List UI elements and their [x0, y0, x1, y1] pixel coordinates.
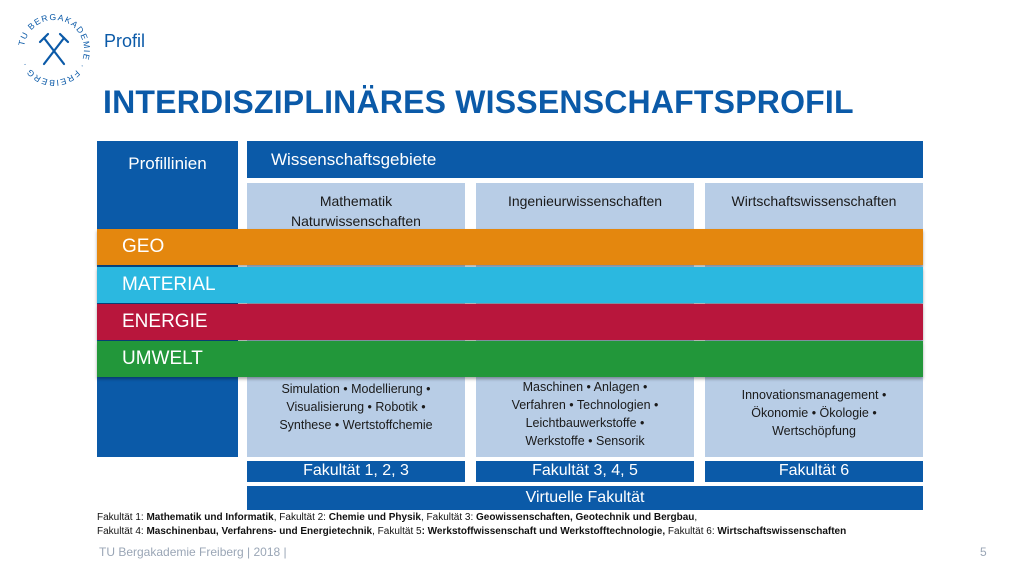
column-title: Wirtschaftswissenschaften — [731, 193, 897, 209]
footnote-text: Fakultät 6: — [665, 526, 718, 537]
band-label: MATERIAL — [122, 274, 216, 295]
virtual-faculty-label: Virtuelle Fakultät — [525, 489, 645, 506]
column-desc-line: Visualisierung • Robotik • — [286, 400, 426, 414]
faculty-label: Fakultät 6 — [778, 462, 850, 479]
footnote-text: Fakultät 4: — [97, 526, 147, 537]
column-title: Ingenieurwissenschaften — [507, 193, 663, 209]
faculty-label: Fakultät 1, 2, 3 — [303, 462, 409, 479]
column-desc-line: Ökonomie • Ökologie • — [751, 406, 877, 420]
footnote-text: Fakultät 1: — [97, 512, 147, 523]
faculty-box — [247, 461, 465, 482]
footnote-text-bold: Wirtschaftswissenschaften — [717, 526, 847, 537]
virtual-faculty-bar — [247, 486, 923, 510]
profile-lines-header: Profillinien — [128, 154, 207, 173]
band-label: GEO — [122, 236, 165, 257]
column-desc-line: Verfahren • Technologien • — [511, 398, 659, 412]
column-desc-line: Innovationsmanagement • — [741, 388, 887, 402]
faculty-box — [705, 461, 923, 482]
profile-band-energie — [97, 304, 923, 340]
faculty-label: Fakultät 3, 4, 5 — [532, 462, 638, 479]
profile-band-material — [97, 267, 923, 303]
science-fields-label: Wissenschaftsgebiete — [271, 150, 437, 169]
hammer-and-pick-icon — [40, 34, 68, 64]
column-title-line2: Naturwissenschaften — [291, 213, 421, 229]
footer-text: TU Bergakademie Freiberg | 2018 | — [99, 545, 287, 559]
band-label: UMWELT — [122, 348, 203, 369]
university-seal-logo — [12, 8, 96, 92]
footnote-line-2 — [97, 526, 846, 537]
slide-title: INTERDISZIPLINÄRES WISSENSCHAFTSPROFIL — [103, 84, 854, 120]
footnote-text: , Fakultät 5 — [372, 526, 422, 537]
logo-ring-text: TU BERGAKADEMIE · FREIBERG · — [16, 11, 93, 89]
column-desc-line: Simulation • Modellierung • — [281, 382, 431, 396]
footnote-text-bold: Chemie und Physik — [328, 512, 421, 523]
column-desc-line: Synthese • Wertstoffchemie — [279, 418, 433, 432]
profile-band-geo — [97, 229, 923, 265]
footnote-text: , Fakultät 3: — [421, 512, 477, 523]
band-label: ENERGIE — [122, 311, 208, 332]
column-desc-line: Wertschöpfung — [772, 424, 856, 438]
section-label: Profil — [104, 31, 146, 51]
profile-band-umwelt — [97, 341, 923, 377]
faculty-box — [476, 461, 694, 482]
footnote-text-bold: Maschinenbau, Verfahrens- und Energietechnik — [146, 526, 373, 537]
footnote-line-1 — [97, 512, 697, 523]
column-desc-line: Maschinen • Anlagen • — [522, 380, 648, 394]
footnote-text: , Fakultät 2: — [273, 512, 329, 523]
column-desc-line: Werkstoffe • Sensorik — [525, 434, 645, 448]
footnote-text-bold: Geowissenschaften, Geotechnik und Bergbau — [476, 512, 695, 523]
column-title: Mathematik — [319, 193, 393, 209]
footnote-text-bold: : Werkstoffwissenschaft und Werkstofftechnologie, — [421, 526, 666, 537]
page-number: 5 — [980, 545, 987, 559]
science-fields-header — [247, 141, 923, 178]
footnote-text-bold: Mathematik und Informatik — [146, 512, 274, 523]
column-desc-line: Leichtbauwerkstoffe • — [525, 416, 645, 430]
footnote-text: , — [694, 512, 698, 523]
